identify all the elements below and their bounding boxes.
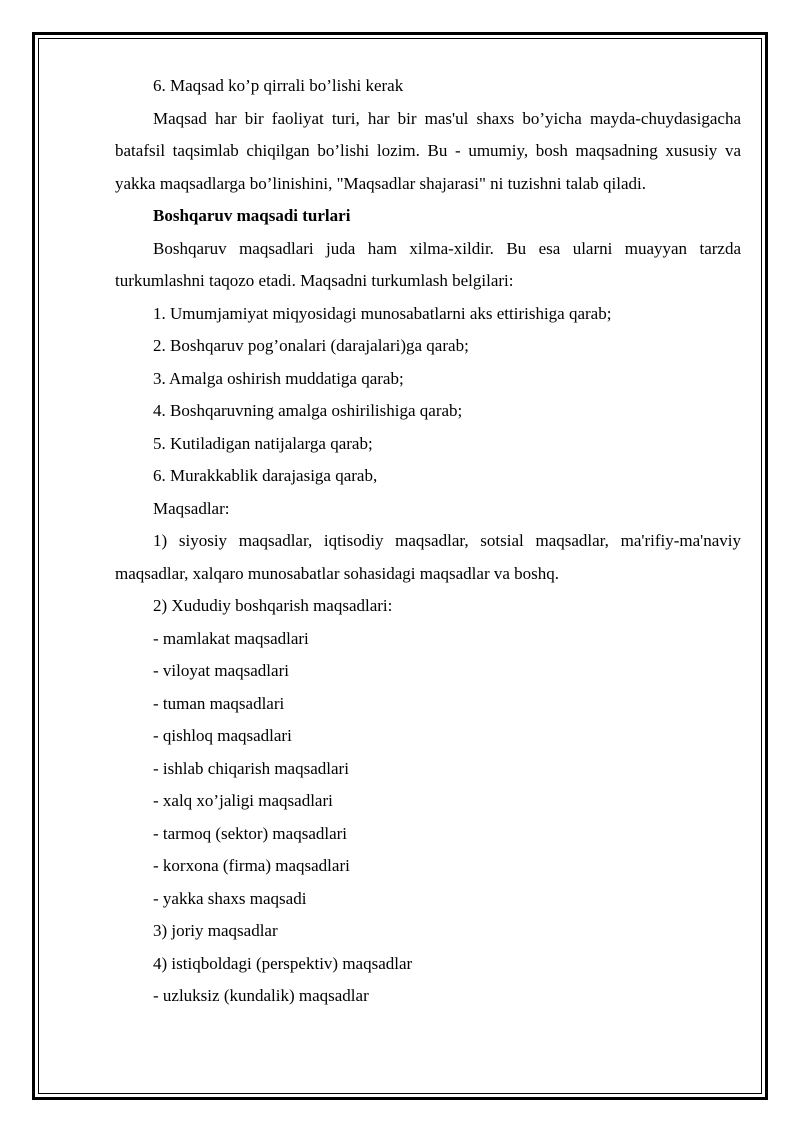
list-item: - viloyat maqsadlari <box>153 661 289 680</box>
paragraph-goal-categories: 1) siyosiy maqsadlar, iqtisodiy maqsadlar, sotsial maqsadlar, ma'rifiy-ma'naviy maqsadlar, xalqaro munosabatlar sohasidagi maqsadlar va boshq. <box>115 531 741 583</box>
paragraph-goal-classification: Boshqaruv maqsadlari juda ham xilma-xildir. Bu esa ularni muayyan tarzda turkumlashni taqozo etadi. Maqsadni turkumlash belgilari: <box>115 238 741 290</box>
list-item-multifaceted-goal: 6. Maqsad ko’p qirrali bo’lishi kerak <box>153 76 404 95</box>
list-item: - xalq xo’jaligi maqsadlari <box>153 791 333 810</box>
list-item: 4) istiqboldagi (perspektiv) maqsadlar <box>153 953 413 973</box>
list-item: - tarmoq (sektor) maqsadlari <box>153 823 348 843</box>
list-item: - tuman maqsadlari <box>153 693 285 713</box>
list-item: 6. Murakkablik darajasiga qarab, <box>153 466 378 485</box>
document-body <box>115 70 741 1013</box>
section-heading-goal-types: Boshqaruv maqsadi turlari <box>153 206 351 225</box>
list-item: 5. Kutiladigan natijalarga qarab; <box>153 433 373 453</box>
list-item: 3. Amalga oshirish muddatiga qarab; <box>153 368 404 388</box>
list-item: 2) Xududiy boshqarish maqsadlari: <box>153 596 393 615</box>
paragraph-goal-distribution: Maqsad har bir faoliyat turi, har bir mas'ul shaxs bo’yicha mayda-chuydasigacha batafsil taqsimlab chiqilgan bo’lishi lozim. Bu - umumiy, bosh maqsadning xususiy va yakka maqsadlarga bo’linishini, "Maqsadlar shajarasi" ni tuzishni talab qiladi. <box>115 108 741 193</box>
list-item: 4. Boshqaruvning amalga oshirilishiga qarab; <box>153 401 463 420</box>
list-item: - qishloq maqsadlari <box>153 726 292 745</box>
list-item: - yakka shaxs maqsadi <box>153 888 307 908</box>
list-item: 3) joriy maqsadlar <box>153 921 278 940</box>
list-item: - korxona (firma) maqsadlari <box>153 856 350 875</box>
list-item: 1. Umumjamiyat miqyosidagi munosabatlarni aks ettirishiga qarab; <box>153 303 612 323</box>
list-item: - uzluksiz (kundalik) maqsadlar <box>153 986 369 1005</box>
list-item: - ishlab chiqarish maqsadlari <box>153 758 349 778</box>
goals-label: Maqsadlar: <box>153 498 230 518</box>
list-item: - mamlakat maqsadlari <box>153 628 309 648</box>
list-item: 2. Boshqaruv pog’onalari (darajalari)ga qarab; <box>153 336 469 355</box>
